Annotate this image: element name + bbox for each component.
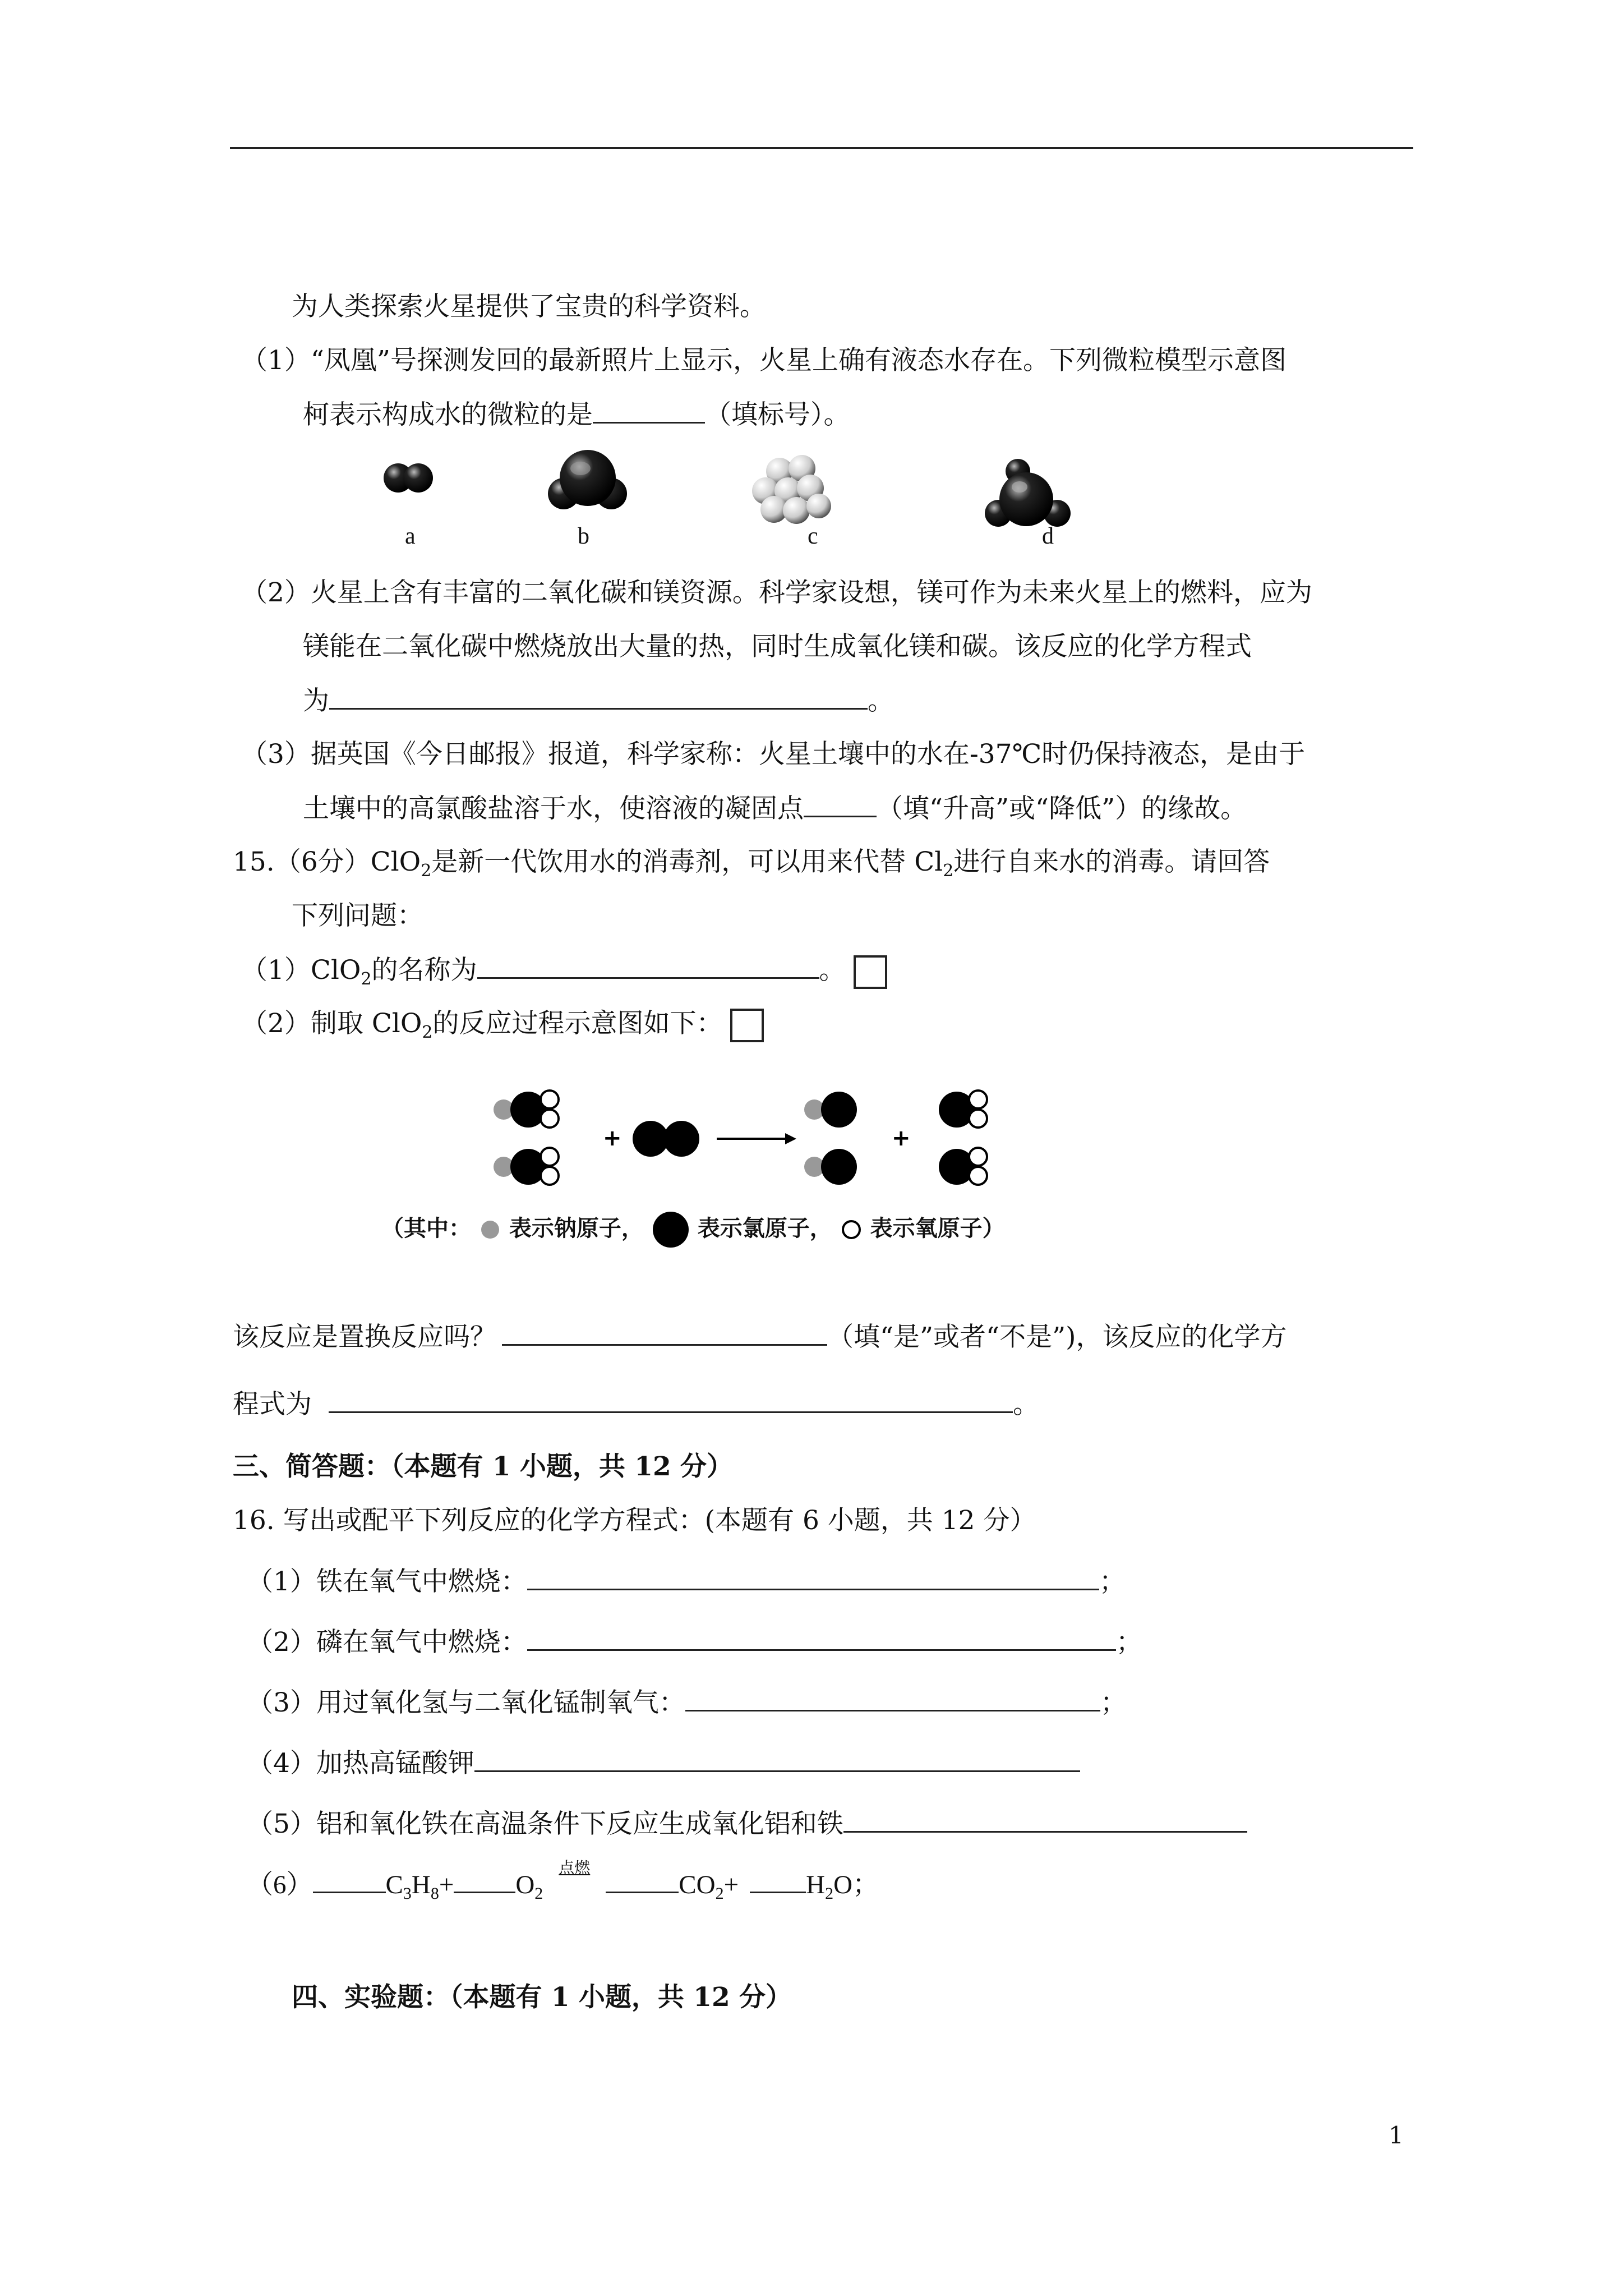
q15-line1-b: 是新一代饮用水的消毒剂，可以用来代替 Cl [431, 846, 943, 877]
q16-item-2 [247, 1622, 1142, 1662]
reaction-diagram [482, 1083, 1009, 1195]
molecule-label-d: d [1042, 523, 1054, 549]
page-number: 1 [1389, 2122, 1404, 2149]
molecule-label-b: b [578, 523, 589, 549]
h2o-sub: 2 [825, 1884, 834, 1903]
h2o-o: O； [833, 1870, 879, 1899]
legend-cl: 表示氯原子， [697, 1216, 832, 1241]
q15-equation-blank[interactable] [329, 1384, 1013, 1413]
header-rule [230, 147, 1413, 149]
q1-line1: （1）“凤凰”号探测发回的最新照片上显示，火星上确有液态水存在。下列微粒模型示意图 [241, 345, 1287, 376]
o2-coef-blank[interactable] [454, 1865, 515, 1893]
q3-line2-post: （填“升高”或“降低”）的缘故。 [877, 793, 1247, 824]
q15-name-blank[interactable] [477, 950, 819, 979]
q16-item-3-end: ； [1100, 1687, 1127, 1718]
q16-item-1-blank[interactable] [527, 1562, 1099, 1590]
co2-co: CO [679, 1870, 716, 1899]
co2-coef-blank[interactable] [606, 1865, 679, 1893]
q1-answer-blank[interactable] [593, 395, 705, 424]
cl2-molecule [633, 1121, 699, 1157]
q1-line2-post: （填标号）。 [705, 399, 850, 430]
chlorine-atom-icon [652, 1211, 690, 1249]
legend-open: （其中： [381, 1216, 471, 1241]
q16-item-1-end: ； [1099, 1566, 1126, 1597]
q16-item-3 [247, 1683, 1127, 1723]
q16-item-2-end: ； [1115, 1627, 1142, 1658]
q2-answer-blank[interactable] [329, 681, 868, 710]
q15-p1-b: 的名称为 [371, 955, 477, 986]
q16-item-5-blank[interactable] [843, 1804, 1247, 1833]
naclo2-molecule-bottom [494, 1148, 559, 1185]
q3-line2-pre: 土壤中的高氯酸盐溶于水，使溶液的凝固点 [303, 793, 804, 824]
q16-item-3-blank[interactable] [685, 1683, 1100, 1711]
q16-item-4-blank[interactable] [474, 1743, 1080, 1772]
q15-line1-a: 15.（6分）ClO [233, 846, 421, 877]
co2-sub: 2 [715, 1884, 724, 1903]
molecule-b [548, 450, 627, 509]
nacl-molecule-bottom [804, 1149, 857, 1185]
q2-line1: （2）火星上含有丰富的二氧化碳和镁资源。科学家设想，镁可作为未来火星上的燃料，应为 [241, 577, 1312, 608]
q16-title: 16. 写出或配平下列反应的化学方程式：(本题有 6 小题，共 12 分） [233, 1505, 1036, 1536]
q16-item-3-text: （3）用过氧化氢与二氧化锰制氧气： [247, 1687, 685, 1718]
section-3-heading: 三、简答题：（本题有 1 小题，共 12 分） [233, 1451, 734, 1482]
ignite-condition: 点燃 [559, 1860, 591, 1877]
q15-sub-a: 2 [421, 861, 432, 881]
h2o-h: H [806, 1870, 826, 1899]
q3-line2 [303, 789, 1247, 829]
q15-yesno-blank[interactable] [502, 1317, 827, 1346]
q15-q-b: （填“是”或者“不是”)，该反应的化学方 [827, 1322, 1287, 1352]
q16-item-5 [247, 1804, 1247, 1844]
q3-line1: （3）据英国《今日邮报》报道，科学家称：火星土壤中的水在-37℃时仍保持液态，是由于 [241, 739, 1306, 770]
reaction-arrow [717, 1133, 796, 1144]
molecule-d [985, 459, 1071, 527]
q3-answer-blank[interactable] [804, 789, 877, 817]
q1-line2-pre: 柯表示构成水的微粒的是 [303, 399, 593, 430]
q2-line3-pre: 为 [303, 685, 329, 716]
q15-p1-box[interactable] [854, 955, 887, 989]
o2-sub: 2 [534, 1884, 543, 1903]
q16-item-6 [247, 1860, 879, 1908]
plus-sign-2: + [892, 1125, 911, 1151]
q15-sub-b: 2 [943, 861, 954, 881]
nacl-molecule-top [804, 1092, 857, 1128]
q16-item-4-text: （4）加热高锰酸钾 [247, 1748, 474, 1779]
q15-p1-sub: 2 [361, 969, 372, 989]
q16-item-2-blank[interactable] [527, 1622, 1116, 1651]
q16-item-2-text: （2）磷在氧气中燃烧： [247, 1627, 527, 1658]
legend-na: 表示钠原子， [509, 1216, 644, 1241]
q15-part1 [241, 950, 887, 990]
q2-line3-post: 。 [868, 685, 894, 716]
c3h8-sub2: 8 [430, 1884, 439, 1903]
q15-q-a: 该反应是置换反应吗？ [233, 1322, 496, 1352]
c3h8-coef-blank[interactable] [313, 1865, 386, 1893]
section-4-heading: 四、实验题：（本题有 1 小题，共 12 分） [292, 1982, 792, 2013]
q15-p2-a: （2）制取 ClO [241, 1008, 422, 1039]
q1-line2 [303, 395, 850, 435]
q15-q-c: 程式为 [233, 1389, 312, 1420]
q16-item-1-text: （1）铁在氧气中燃烧： [247, 1566, 527, 1597]
h2o-coef-blank[interactable] [750, 1865, 806, 1893]
q15-equation-line [233, 1384, 1039, 1424]
sodium-atom-icon [479, 1218, 501, 1241]
molecule-a [384, 463, 433, 493]
molecule-label-c: c [808, 523, 818, 549]
q15-p2-box[interactable] [730, 1009, 764, 1042]
q15-p2-sub: 2 [422, 1023, 433, 1042]
molecule-models [370, 443, 1110, 544]
q15-p1-c: 。 [819, 955, 846, 986]
plus-a: + [439, 1870, 454, 1899]
q15-line2: 下列问题： [292, 900, 423, 931]
q16-item-6-prefix: （6） [247, 1870, 313, 1899]
c3h8-c: C [385, 1870, 403, 1899]
q2-line3 [303, 681, 894, 721]
clo2-molecule-top [939, 1091, 987, 1128]
reaction-legend [381, 1211, 1005, 1249]
q16-item-5-text: （5）铝和氧化铁在高温条件下反应生成氧化铝和铁 [247, 1809, 843, 1839]
o2-o: O [515, 1870, 535, 1899]
q15-line1-c: 进行自来水的消毒。请回答 [953, 846, 1270, 877]
molecule-c [752, 455, 831, 524]
q15-line1 [233, 843, 1270, 882]
plus-sign-1: + [603, 1125, 622, 1151]
q2-line2: 镁能在二氧化碳中燃烧放出大量的热，同时生成氧化镁和碳。该反应的化学方程式 [303, 631, 1252, 662]
naclo2-molecule-top [494, 1091, 559, 1128]
c3h8-h: H [411, 1870, 431, 1899]
molecule-label-a: a [405, 523, 416, 549]
q15-q-d: 。 [1013, 1389, 1039, 1420]
c3h8-sub1: 3 [403, 1884, 412, 1903]
q16-item-1 [247, 1562, 1126, 1602]
legend-o: 表示氧原子） [870, 1216, 1005, 1241]
oxygen-atom-icon [840, 1218, 863, 1241]
q15-p2-b: 的反应过程示意图如下： [432, 1008, 723, 1039]
clo2-molecule-bottom [939, 1148, 987, 1185]
plus-b: + [723, 1870, 739, 1899]
q15-displacement-question [233, 1317, 1287, 1357]
q15-p1-a: （1）ClO [241, 955, 361, 986]
q15-part2 [241, 1004, 764, 1043]
intro-line: 为人类探索火星提供了宝贵的科学资料。 [292, 291, 766, 322]
q16-item-4 [247, 1743, 1080, 1783]
